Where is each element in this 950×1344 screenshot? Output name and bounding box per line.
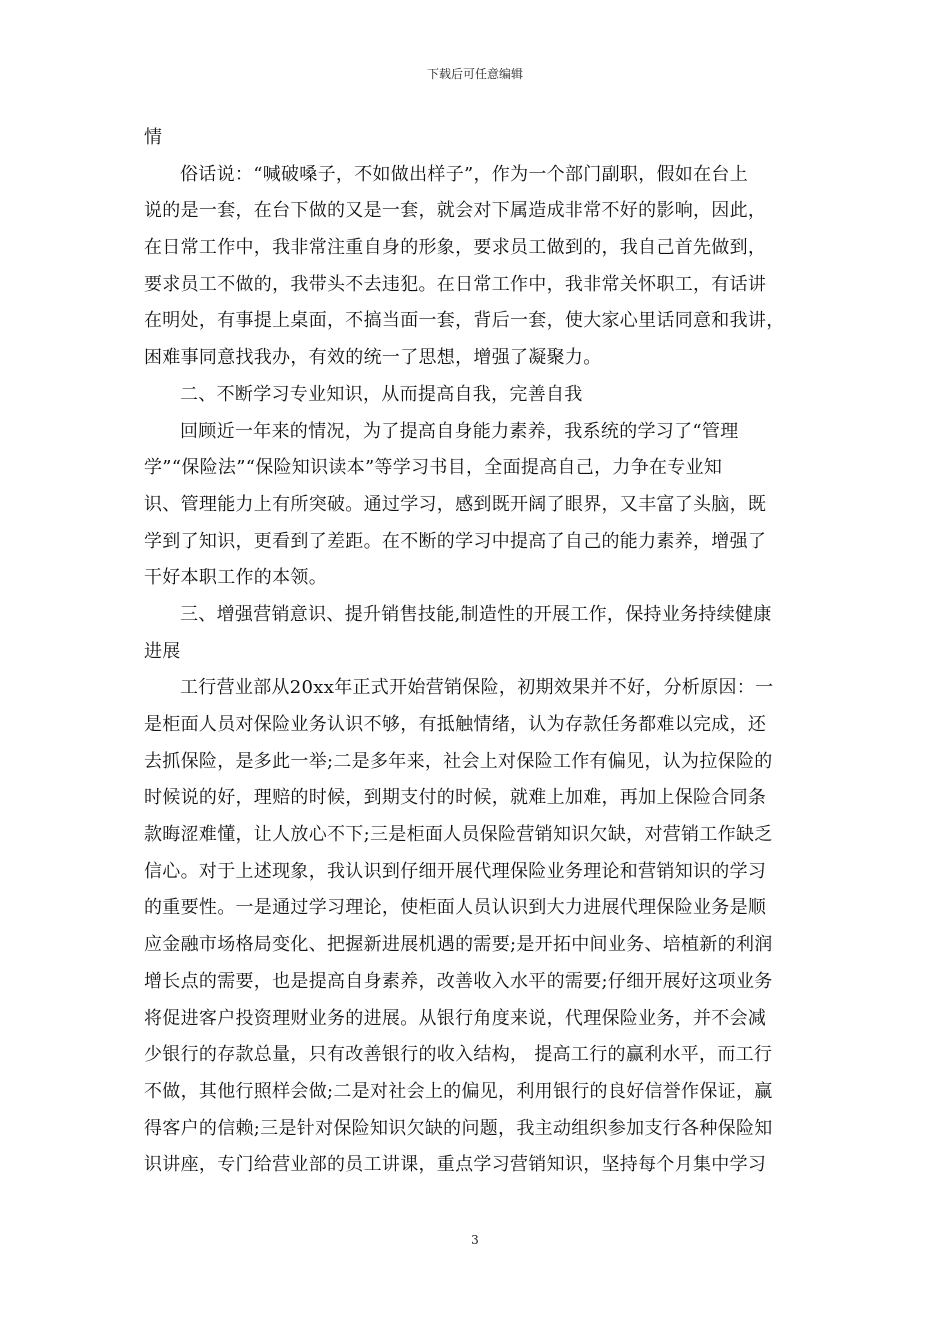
text-line: 回顾近一年来的情况，为了提高自身能力素养，我系统的学习了“管理 xyxy=(180,420,739,442)
text-line: 时候说的好，理赔的时候，到期支付的时候，就难上加难，再加上保险合同条 xyxy=(144,787,767,809)
document-body xyxy=(144,120,812,1184)
text-line: 应金融市场格局变化、把握新进展机遇的需要;是开拓中间业务、培植新的利润 xyxy=(144,934,773,956)
text-line: 款晦涩难懂，让人放心不下;三是柜面人员保险营销知识欠缺，对营销工作缺乏 xyxy=(144,824,773,846)
page-footer xyxy=(0,1232,950,1248)
text-line: 二、不断学习专业知识，从而提高自我，完善自我 xyxy=(180,383,583,405)
text-line: 三、增强营销意识、提升销售技能,制造性的开展工作，保持业务持续健康 xyxy=(180,603,772,625)
text-line: 得客户的信赖;三是针对保险知识欠缺的问题，我主动组织参加支行各种保险知 xyxy=(144,1117,773,1139)
page-header xyxy=(0,66,950,82)
text-line: 情 xyxy=(144,127,163,148)
text-line: 说的是一套，在台下做的又是一套，就会对下属造成非常不好的影响，因此， xyxy=(144,200,767,222)
text-line: 干好本职工作的本领。 xyxy=(144,567,327,589)
text-line: 增长点的需要，也是提高自身素养，改善收入水平的需要;仔细开展好这项业务 xyxy=(144,970,773,992)
text-line: 去抓保险，是多此一举;二是多年来，社会上对保险工作有偏见，认为拉保险的 xyxy=(144,750,773,772)
text-line: 识、管理能力上有所突破。通过学习，感到既开阔了眼界，又丰富了头脑，既 xyxy=(144,493,767,515)
text-line: 少银行的存款总量，只有改善银行的收入结构， 提高工行的赢利水平，而工行 xyxy=(144,1044,773,1066)
header-text: 下载后可任意编辑 xyxy=(426,67,523,81)
text-line: 将促进客户投资理财业务的进展。从银行角度来说，代理保险业务，并不会减 xyxy=(144,1007,767,1029)
text-line: 要求员工不做的，我带头不去违犯。在日常工作中，我非常关怀职工，有话讲 xyxy=(144,273,767,295)
text-line: 的重要性。一是通过学习理论，使柜面人员认识到大力进展代理保险业务是顺 xyxy=(144,897,767,919)
text-line: 信心。对于上述现象，我认识到仔细开展代理保险业务理论和营销知识的学习 xyxy=(144,860,767,882)
text-line: 困难事同意找我办，有效的统一了思想，增强了凝聚力。 xyxy=(144,347,602,369)
text-line: 进展 xyxy=(144,640,181,662)
text-line: 学到了知识，更看到了差距。在不断的学习中提高了自己的能力素养，增强了 xyxy=(144,530,767,552)
text-line: 是柜面人员对保险业务认识不够，有抵触情绪，认为存款任务都难以完成，还 xyxy=(144,714,767,735)
text-line: 不做，其他行照样会做;二是对社会上的偏见，利用银行的良好信誉作保证，赢 xyxy=(144,1080,773,1102)
text-line: 学”“保险法”“保险知识读本”等学习书目，全面提高自己，力争在专业知 xyxy=(144,457,723,479)
text-line: 工行营业部从20xx年正式开始营销保险，初期效果并不好，分析原因：一 xyxy=(180,677,774,699)
text-line: 在明处，有事提上桌面，不搞当面一套，背后一套，使大家心里话同意和我讲， xyxy=(144,310,785,332)
page-number: 3 xyxy=(471,1233,479,1247)
text-line: 识讲座，专门给营业部的员工讲课，重点学习营销知识，坚持每个月集中学习 xyxy=(144,1154,767,1176)
text-line: 俗话说：“喊破嗓子，不如做出样子”，作为一个部门副职，假如在台上 xyxy=(180,163,749,185)
text-line: 在日常工作中，我非常注重自身的形象，要求员工做到的，我自己首先做到， xyxy=(144,237,767,259)
